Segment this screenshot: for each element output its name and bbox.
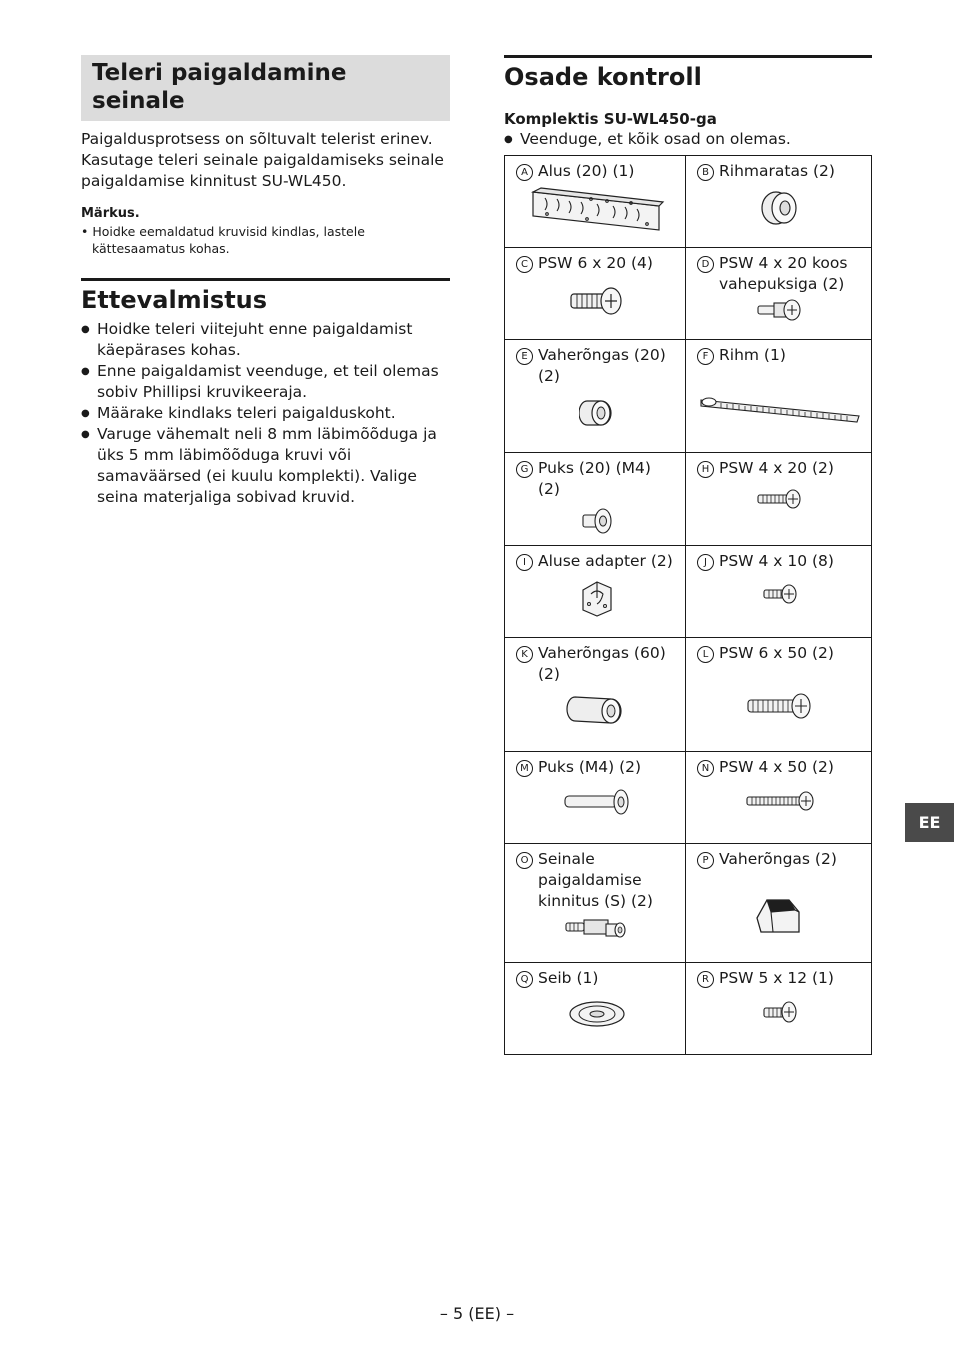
part-label: Aluse adapter (2): [538, 552, 673, 570]
letter-badge: E: [516, 348, 533, 365]
pulley-icon: [758, 186, 802, 230]
letter-badge: C: [516, 256, 533, 273]
list-item: ● Varuge vähemalt neli 8 mm läbimõõduga ja üks 5 mm läbimõõduga kruvi või samaväärsed (ei kuulu komplekti). Valige seina materjaliga sobivad kruvid.: [81, 424, 450, 508]
wall-mount-bracket-icon: [562, 914, 632, 944]
long-bushing-icon: [561, 786, 633, 818]
part-cell-b: [686, 156, 872, 248]
screw-icon: [567, 284, 627, 318]
screw-with-spacer-icon: [754, 297, 806, 323]
part-label: Rihmaratas (2): [719, 162, 835, 180]
screw-icon: [760, 999, 800, 1025]
part-label: Alus (20) (1): [538, 162, 635, 180]
part-label: PSW 4 x 20 (2): [719, 459, 834, 477]
part-cell-h: [686, 453, 872, 546]
letter-badge: D: [697, 256, 714, 273]
spacer-ring-icon: [579, 395, 615, 431]
left-column: [81, 55, 450, 508]
part-label: PSW 6 x 20 (4): [538, 254, 653, 272]
part-label: Puks (M4) (2): [538, 758, 642, 776]
part-cell-f: [686, 340, 872, 453]
letter-badge: B: [697, 164, 714, 181]
parts-table: [504, 155, 872, 1055]
list-item: ● Määrake kindlaks teleri paigalduskoht.: [81, 403, 450, 424]
part-cell-k: [505, 638, 686, 752]
part-cell-e: [505, 340, 686, 453]
part-cell-a: [505, 156, 686, 248]
letter-badge: O: [516, 852, 533, 869]
part-label: PSW 6 x 50 (2): [719, 644, 834, 662]
letter-badge: G: [516, 461, 533, 478]
washer-icon: [567, 999, 627, 1029]
list-item: ● Enne paigaldamist veenduge, et teil olemas sobiv Phillipsi kruvikeeraja.: [81, 361, 450, 403]
right-column: [504, 55, 872, 1055]
part-cell-g: [505, 453, 686, 546]
note-text: • Hoidke eemaldatud kruvisid kindlas, lastele kättesaamatus kohas.: [81, 224, 365, 256]
section-divider: [504, 55, 872, 58]
intro-paragraph: Paigaldusprotsess on sõltuvalt telerist erinev. Kasutage teleri seinale paigaldamiseks seinale paigaldamise kinnitust SU-WL450.: [81, 130, 444, 190]
screw-icon: [745, 690, 815, 722]
letter-badge: K: [516, 646, 533, 663]
letter-badge: L: [697, 646, 714, 663]
part-cell-r: [686, 963, 872, 1055]
belt-icon: [697, 394, 863, 424]
letter-badge: P: [697, 852, 714, 869]
part-label: Puks (20) (M4) (2): [538, 459, 651, 498]
list-item: ● Hoidke teleri viitejuht enne paigaldamist käepärases kohas.: [81, 319, 450, 361]
parts-check-heading: Osade kontroll: [504, 63, 702, 91]
part-cell-o: [505, 844, 686, 963]
part-label: PSW 4 x 50 (2): [719, 758, 834, 776]
part-cell-i: [505, 546, 686, 638]
bracket-adapter-icon: [577, 576, 617, 620]
part-cell-p: [686, 844, 872, 963]
preparation-heading: Ettevalmistus: [81, 286, 268, 314]
page-title: Teleri paigaldamine seinale: [81, 55, 450, 121]
note-title: Märkus.: [81, 206, 140, 221]
part-cell-d: [686, 248, 872, 340]
letter-badge: I: [516, 554, 533, 571]
part-label: Rihm (1): [719, 346, 786, 364]
screw-icon: [760, 582, 800, 606]
letter-badge: A: [516, 164, 533, 181]
part-cell-j: [686, 546, 872, 638]
part-label: Seib (1): [538, 969, 599, 987]
long-spacer-icon: [565, 691, 629, 731]
letter-badge: J: [697, 554, 714, 571]
bracket-icon: [527, 184, 667, 236]
part-label: PSW 5 x 12 (1): [719, 969, 834, 987]
letter-badge: F: [697, 348, 714, 365]
part-cell-c: [505, 248, 686, 340]
page-number: – 5 (EE) –: [439, 1304, 515, 1323]
part-cell-m: [505, 752, 686, 844]
part-cell-l: [686, 638, 872, 752]
part-cell-n: [686, 752, 872, 844]
part-label: Vaherõngas (60) (2): [538, 644, 666, 683]
kit-title: Komplektis SU-WL450-ga: [504, 110, 717, 128]
block-spacer-icon: [753, 896, 807, 938]
kit-check-text: ● Veenduge, et kõik osad on olemas.: [504, 129, 872, 150]
letter-badge: N: [697, 760, 714, 777]
part-label: PSW 4 x 20 koos vahepuksiga (2): [719, 254, 848, 293]
language-tab: EE: [905, 803, 954, 842]
part-cell-q: [505, 963, 686, 1055]
bushing-icon: [579, 506, 615, 536]
part-label: PSW 4 x 10 (8): [719, 552, 834, 570]
screw-icon: [755, 487, 805, 511]
section-divider: [81, 278, 450, 281]
preparation-list: [81, 319, 450, 508]
part-label: Vaherõngas (20) (2): [538, 346, 666, 385]
letter-badge: Q: [516, 971, 533, 988]
part-label: Vaherõngas (2): [719, 850, 837, 868]
letter-badge: R: [697, 971, 714, 988]
screw-icon: [744, 788, 816, 814]
letter-badge: M: [516, 760, 533, 777]
part-label: Seinale paigaldamise kinnitus (S) (2): [538, 850, 653, 910]
letter-badge: H: [697, 461, 714, 478]
